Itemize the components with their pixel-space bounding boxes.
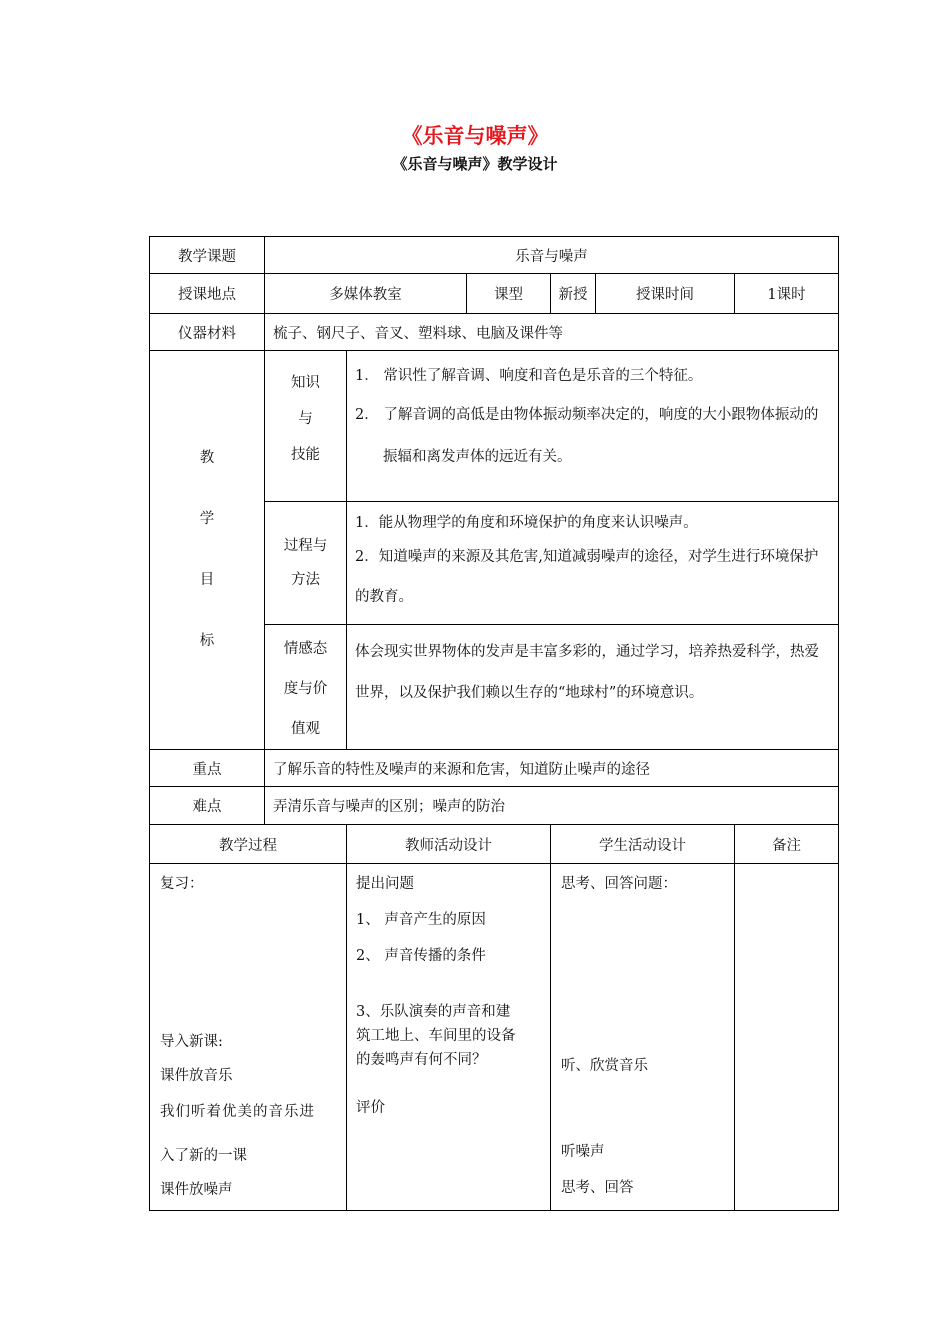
- topic-value: 乐音与噪声: [265, 237, 839, 274]
- emotion-content: 体会现实世界物体的发声是丰富多彩的，通过学习，培养热爱科学，热爱世界，以及保护我们赖以生存的“地球村”的环境意识。: [347, 625, 839, 750]
- header-teaching-process: 教学过程: [150, 825, 347, 864]
- remarks-cell: [735, 864, 839, 1211]
- time-label: 授课时间: [596, 274, 735, 314]
- teacher-activity-cell: 提出问题 1、 声音产生的原因 2、 声音传播的条件 3、乐队演奏的声音和建 筑工地上、车间里的设备 的轰鸣声有何不同？ 评价: [347, 864, 551, 1211]
- teaching-process-cell: 复习： 导入新课: 课件放音乐 我们听着优美的音乐进 入了新的一课 课件放噪声: [150, 864, 347, 1211]
- knowledge-content: 1． 常识性了解音调、响度和音色是乐音的三个特征。 2． 了解音调的高低是由物体振动频率决定的，响度的大小跟物体振动的振辐和离发声体的远近有关。: [347, 351, 839, 502]
- place-value: 多媒体教室: [265, 274, 467, 314]
- header-remarks: 备注: [735, 825, 839, 864]
- document-title: 《乐音与噪声》: [401, 124, 549, 148]
- materials-value: 梳子、钢尺子、音叉、塑料球、电脑及课件等: [265, 314, 839, 351]
- document-subtitle: 《乐音与噪声》教学设计: [392, 155, 558, 173]
- process-method-content: 1．能从物理学的角度和环境保护的角度来认识噪声。 2．知道噪声的来源及其危害,知道减弱噪声的途径，对学生进行环境保护的教育。: [347, 502, 839, 625]
- type-value: 新授: [551, 274, 596, 314]
- difficulty-text: 弄清乐音与噪声的区别；噪声的防治: [265, 787, 839, 825]
- emotion-label: 情感态 度与价 值观: [265, 625, 347, 750]
- time-value: 1课时: [735, 274, 839, 314]
- difficulty-label: 难点: [150, 787, 265, 825]
- student-activity-cell: 思考、回答问题： 听、欣赏音乐 听噪声 思考、回答: [551, 864, 735, 1211]
- process-method-label: 过程与 方法: [265, 502, 347, 625]
- type-label: 课型: [467, 274, 551, 314]
- topic-label: 教学课题: [150, 237, 265, 274]
- key-point-text: 了解乐音的特性及噪声的来源和危害，知道防止噪声的途径: [265, 750, 839, 787]
- header-student-activity: 学生活动设计: [551, 825, 735, 864]
- header-teacher-activity: 教师活动设计: [347, 825, 551, 864]
- lesson-plan-table: [149, 236, 839, 1211]
- key-point-label: 重点: [150, 750, 265, 787]
- materials-label: 仪器材料: [150, 314, 265, 351]
- place-label: 授课地点: [150, 274, 265, 314]
- knowledge-label: 知识 与 技能: [265, 351, 347, 502]
- goals-label: 教 学 目 标: [150, 351, 265, 750]
